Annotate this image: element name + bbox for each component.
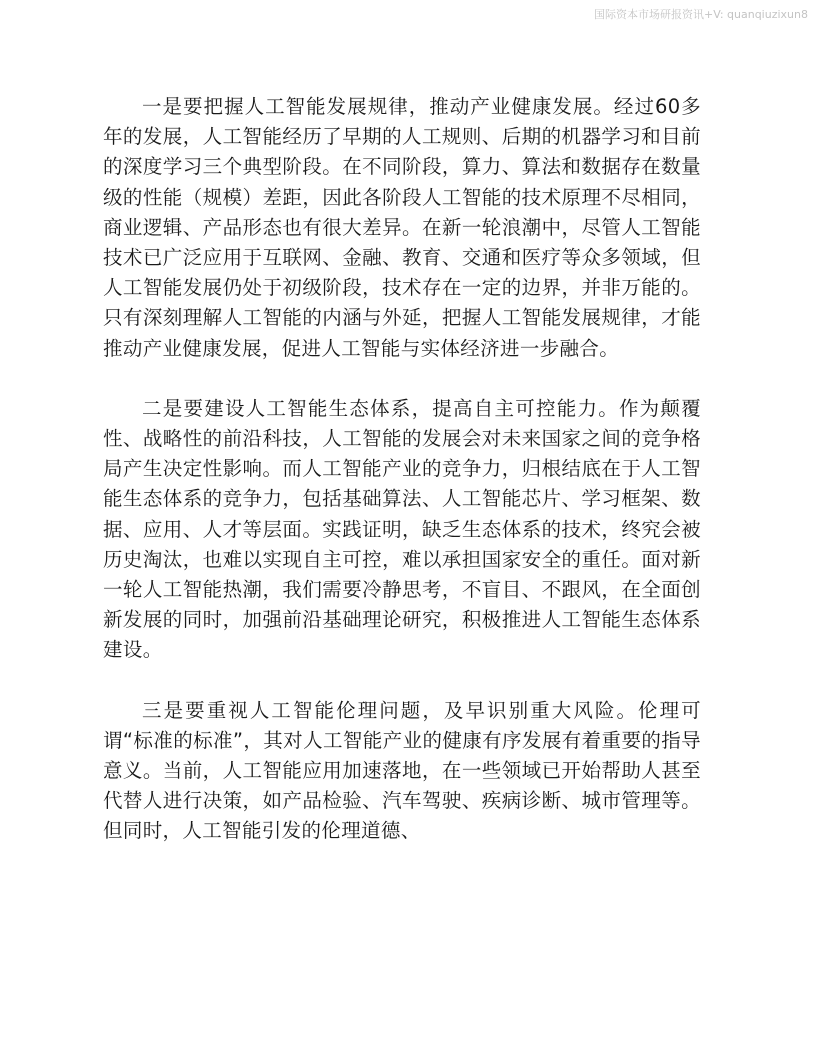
paragraph-2: 二是要建设人工智能生态体系，提高自主可控能力。作为颠覆性、战略性的前沿科技，人工智能的发展会对未来国家之间的竞争格局产生决定性影响。而人工智能产业的竞争力，归根结底在于人工智能生态体系的竞争力，包括基础算法、人工智能芯片、学习框架、数据、应用、人才等层面。实践证明，缺乏生态体系的技术，终究会被历史淘汰，也难以实现自主可控，难以承担国家安全的重任。面对新一轮人工智能热潮，我们需要冷静思考，不盲目、不跟风，在全面创新发展的同时，加强前沿基础理论研究，积极推进人工智能生态体系建设。 <box>103 396 701 662</box>
paragraph-1: 一是要把握人工智能发展规律，推动产业健康发展。经过60多年的发展，人工智能经历了早期的人工规则、后期的机器学习和目前的深度学习三个典型阶段。在不同阶段，算力、算法和数据存在数量级的性能（规模）差距，因此各阶段人工智能的技术原理不尽相同，商业逻辑、产品形态也有很大差异。在新一轮浪潮中，尽管人工智能技术已广泛应用于互联网、金融、教育、交通和医疗等众多领域，但人工智能发展仍处于初级阶段，技术存在一定的边界，并非万能的。只有深刻理解人工智能的内涵与外延，把握人工智能发展规律，才能推动产业健康发展，促进人工智能与实体经济进一步融合。 <box>103 95 701 360</box>
watermark-text: 国际资本市场研报资讯+V: quanqiuzixun8 <box>593 8 808 21</box>
paragraph-3: 三是要重视人工智能伦理问题，及早识别重大风险。伦理可谓“标准的标准”，其对人工智能产业的健康有序发展有着重要的指导意义。当前，人工智能应用加速落地，在一些领域已开始帮助人甚至代替人进行决策，如产品检验、汽车驾驶、疾病诊断、城市管理等。但同时，人工智能引发的伦理道德、 <box>103 698 701 843</box>
document-body <box>103 92 701 877</box>
